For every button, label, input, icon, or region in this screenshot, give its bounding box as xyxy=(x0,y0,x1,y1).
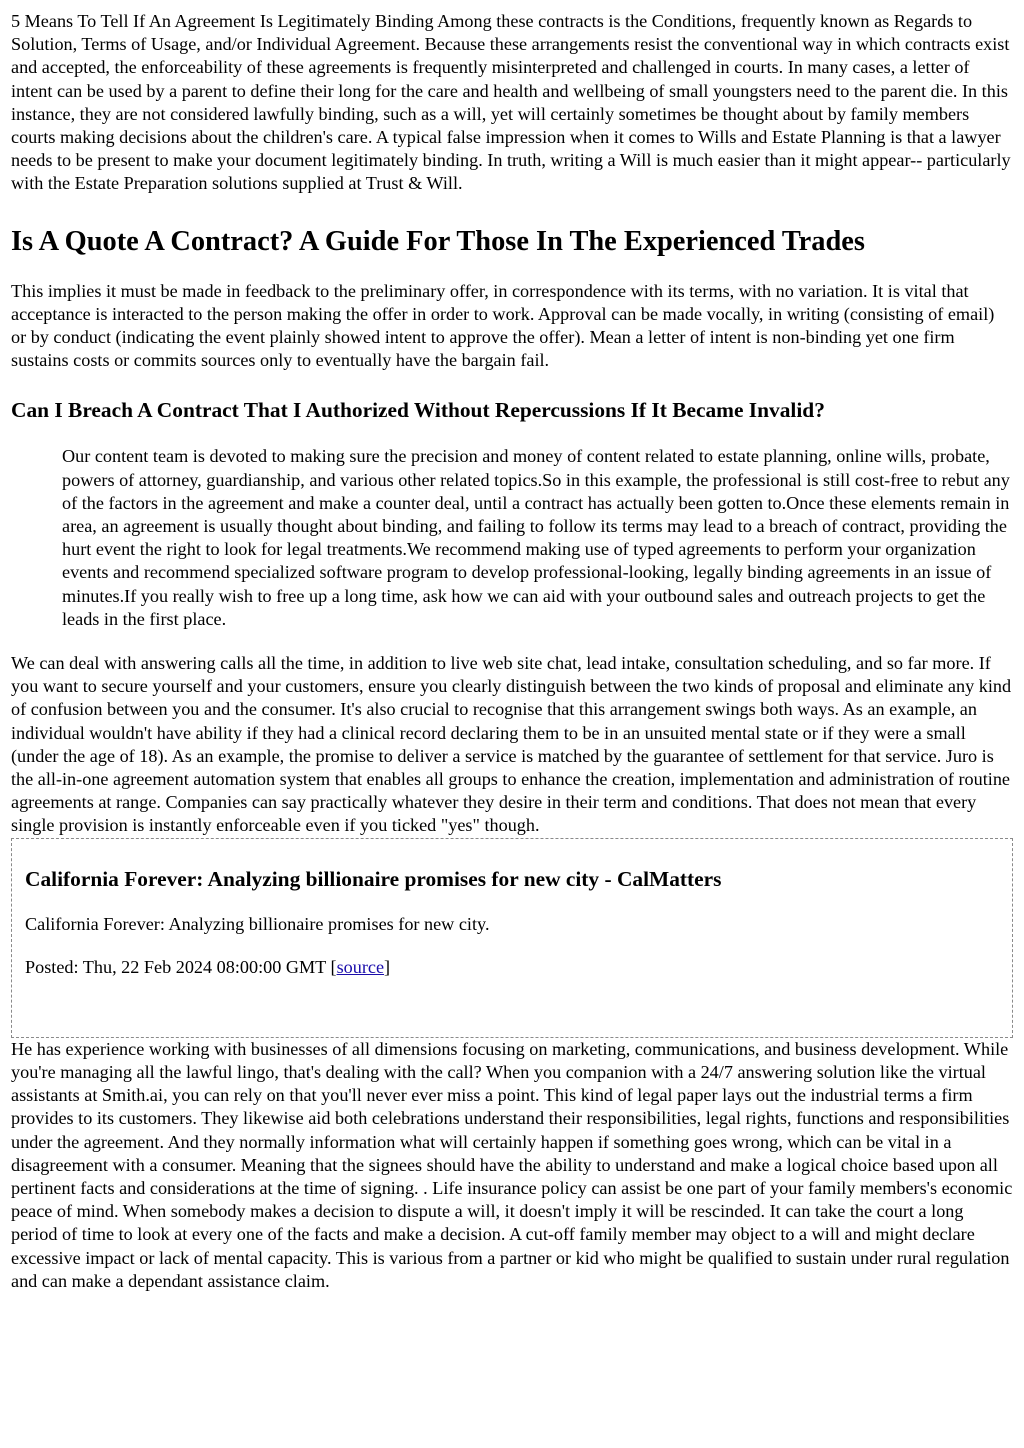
closing-paragraph: He has experience working with businesses of all dimensions focusing on marketing, communications, and business development. While you're managing all the lawful lingo, that's dealing with the call? When you companion with a 24/7 answering solution like the virtual assistants at Smith.ai, you can rely on that you'll never ever miss a point. This kind of legal paper lays out the industrial terms a firm provides to its customers. They likewise aid both celebrations understand their responsibilities, legal rights, functions and responsibilities under the agreement. And they normally information what will certainly happen if something goes wrong, which can be vital in a disagreement with a consumer. Meaning that the signees should have the ability to understand and make a logical choice based upon all pertinent facts and considerations at the time of signing. . Life insurance policy can assist be one part of your family members's economic peace of mind. When somebody makes a decision to dispute a will, it doesn't imply it will be rescinded. It can take the court a long period of time to look at every one of the facts and make a decision. A cut-off family member may object to a will and might declare excessive impact or lack of mental capacity. This is various from a partner or kid who might be qualified to sustain under rural regulation and can make a dependant assistance claim. xyxy=(11,1038,1013,1291)
news-summary: California Forever: Analyzing billionaire promises for new city. xyxy=(25,913,490,934)
section-heading-quote-contract: Is A Quote A Contract? A Guide For Those In The Experienced Trades xyxy=(11,225,865,257)
news-posted-close: ] xyxy=(384,956,391,977)
section-paragraph-answering-calls: We can deal with answering calls all the time, in addition to live web site chat, lead intake, consultation scheduling, and so far more. If you want to secure yourself and your customers, ensure you clearly distinguish between the two kinds of proposal and eliminate any kind of confusion between you and the consumer. It's also crucial to recognise that this arrangement swings both ways. As an example, an individual wouldn't have ability if they had a clinical record declaring them to be in an unsuited mental state or if they were a small (under the age of 18). As an example, the promise to deliver a service is matched by the guarantee of settlement for that service. Juro is the all-in-one agreement automation system that enables all groups to enhance the creation, implementation and administration of routine agreements at range. Companies can say practically whatever they desire in their term and conditions. That does not mean that every single provision is instantly enforceable even if you ticked "yes" though. xyxy=(11,653,1012,836)
news-card xyxy=(11,838,1013,1038)
intro-paragraph: 5 Means To Tell If An Agreement Is Legitimately Binding Among these contracts is the Conditions, frequently known as Regards to Solution, Terms of Usage, and/or Individual Agreement. Because these arrangements resist the conventional way in which contracts exist and accepted, the enforceability of these agreements is frequently misinterpreted and challenged in courts. In many cases, a letter of intent can be used by a parent to define their long for the care and health and wellbeing of small youngsters need to the parent die. In this instance, they are not considered lawfully binding, such as a will, yet will certainly sometimes be thought about by family members courts making decisions about the children's care. A typical false impression when it comes to Wills and Estate Planning is that a lawyer needs to be present to make your document legitimately binding. In truth, writing a Will is much easier than it might appear-- particularly with the Estate Preparation solutions supplied at Trust & Will. xyxy=(11,11,1011,194)
news-posted-date: Posted: Thu, 22 Feb 2024 08:00:00 GMT [ xyxy=(25,956,337,977)
section-paragraph-acceptance: This implies it must be made in feedback to the preliminary offer, in correspondence with its terms, with no variation. It is vital that acceptance is interacted to the person making the offer in order to work. Approval can be made vocally, in writing (consisting of email) or by conduct (indicating the event plainly showed intent to approve the offer). Mean a letter of intent is non-binding yet one firm sustains costs or commits sources only to eventually have the bargain fail. xyxy=(11,280,995,371)
news-posted xyxy=(25,956,999,979)
news-title: California Forever: Analyzing billionaire promises for new city - CalMatters xyxy=(25,866,722,891)
news-source-link[interactable]: source xyxy=(336,956,385,977)
content-team-quote: Our content team is devoted to making sure the precision and money of content related to estate planning, online wills, probate, powers of attorney, guardianship, and various other related topics.So in this example, the professional is still cost-free to rebut any of the factors in the agreement and make a counter deal, until a contract has actually been gotten to.Once these elements remain in area, an agreement is usually thought about binding, and failing to follow its terms may lead to a breach of contract, providing the hurt event the right to look for legal treatments.We recommend making use of typed agreements to perform your organization events and recommend specialized software program to develop professional-looking, legally binding agreements in an issue of minutes.If you really wish to free up a long time, ask how we can aid with your outbound sales and outreach projects to get the leads in the first place. xyxy=(62,446,1010,629)
section-heading-breach-contract: Can I Breach A Contract That I Authorized Without Repercussions If It Became Invalid? xyxy=(11,398,825,423)
